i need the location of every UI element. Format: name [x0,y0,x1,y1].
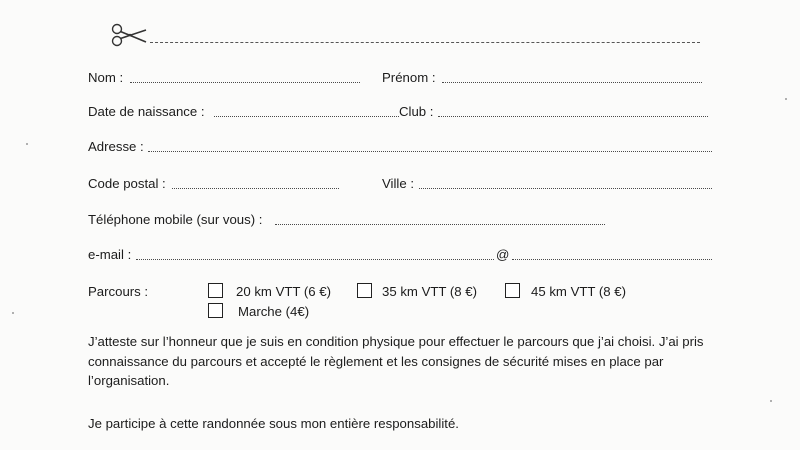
adresse-field[interactable] [148,151,712,152]
at-sign: @ [496,247,510,262]
scan-speck [770,400,772,402]
email-label: e-mail : [88,247,132,262]
email-user-field[interactable] [136,259,494,260]
prenom-field[interactable] [442,82,702,83]
naissance-field[interactable] [214,116,399,117]
checkbox-20km-vtt[interactable] [208,283,223,298]
option-35km-vtt-label: 35 km VTT (8 €) [382,284,478,299]
parcours-label: Parcours : [88,284,149,299]
checkbox-35km-vtt[interactable] [357,283,372,298]
telephone-field[interactable] [275,224,605,225]
nom-label: Nom : [88,70,124,85]
prenom-label: Prénom : [382,70,436,85]
checkbox-45km-vtt[interactable] [505,283,520,298]
scan-speck [12,312,14,314]
code-postal-field[interactable] [172,188,339,189]
email-domain-field[interactable] [512,259,712,260]
club-label: Club : [399,104,434,119]
attestation-text: J’atteste sur l’honneur que je suis en condition physique pour effectuer le parcours que j’ai choisi. J’ai pris connaissance du parcours et accepté le règlement et les consignes de sécurité mises en place par l’organisation. [88,334,704,388]
club-field[interactable] [438,116,708,117]
cut-line [150,42,700,43]
responsabilite-text: Je participe à cette randonnée sous mon entière responsabilité. [88,416,459,431]
ville-field[interactable] [419,188,712,189]
naissance-label: Date de naissance : [88,104,205,119]
ville-label: Ville : [382,176,415,191]
telephone-label: Téléphone mobile (sur vous) : [88,212,263,227]
scissors-icon [110,22,148,48]
adresse-label: Adresse : [88,139,144,154]
option-marche-label: Marche (4€) [238,304,310,319]
nom-field[interactable] [130,82,360,83]
scan-speck [26,143,28,145]
option-20km-vtt-label: 20 km VTT (6 €) [236,284,332,299]
checkbox-marche[interactable] [208,303,223,318]
option-45km-vtt-label: 45 km VTT (8 €) [531,284,627,299]
code-postal-label: Code postal : [88,176,166,191]
scan-speck [785,98,787,100]
